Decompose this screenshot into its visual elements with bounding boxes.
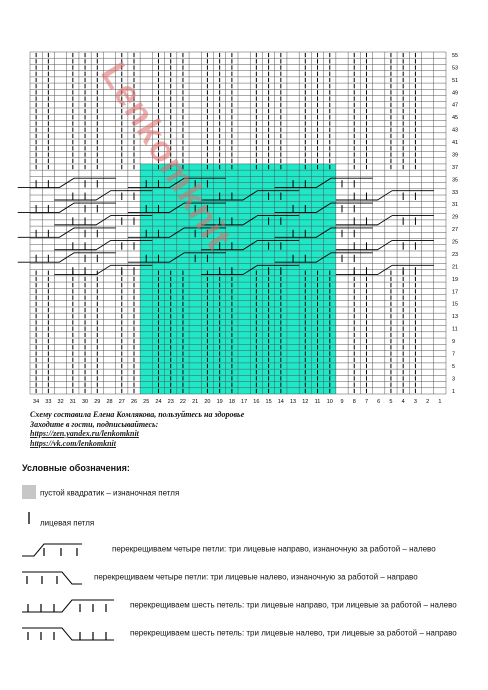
legend-text: лицевая петля	[40, 518, 95, 528]
cross-6-left-icon	[22, 622, 122, 644]
legend-text: перекрещиваем шесть петель: три лицевые направо, три лицевые за работой – налево	[130, 600, 457, 610]
column-label: 33	[45, 399, 52, 405]
row-label: 55	[452, 52, 459, 59]
column-label: 1	[438, 399, 442, 405]
column-label: 23	[167, 399, 174, 405]
legend-item-cross4-left	[22, 566, 462, 588]
row-label: 31	[452, 202, 459, 209]
row-label: 33	[452, 189, 459, 196]
column-label: 8	[352, 399, 356, 405]
legend-item-knit	[22, 509, 462, 531]
column-label: 9	[340, 399, 344, 405]
column-label: 16	[253, 399, 260, 405]
column-label: 25	[143, 399, 150, 405]
column-label: 13	[289, 399, 297, 405]
cross-6-right-icon	[22, 594, 122, 616]
column-label: 31	[69, 399, 76, 405]
cross-4-right-icon	[22, 538, 102, 560]
legend-item-cross6-left	[22, 622, 462, 644]
knit-stitch-icon	[22, 509, 42, 531]
column-label: 3	[413, 399, 417, 405]
column-label: 6	[377, 399, 381, 405]
legend-title: Условные обозначения:	[22, 463, 130, 473]
column-label: 27	[118, 399, 125, 405]
column-label: 20	[204, 399, 211, 405]
row-label: 41	[452, 140, 459, 147]
row-label: 49	[452, 90, 459, 97]
legend-text: перекрещиваем четыре петли: три лицевые налево, изнаночную за работой – направо	[94, 572, 418, 582]
row-label: 51	[452, 77, 459, 84]
column-label: 18	[228, 399, 235, 405]
column-label: 11	[314, 399, 321, 405]
row-label: 29	[452, 214, 459, 221]
row-label: 21	[452, 264, 459, 271]
credits-link-zen[interactable]: https://zen.yandex.ru/lenkomknit	[30, 429, 139, 438]
column-label: 4	[401, 399, 405, 405]
cross-4-left-icon	[22, 566, 102, 588]
legend-text: перекрещиваем шесть петель: три лицевые налево, три лицевые за работой – направо	[130, 628, 457, 638]
credits-block	[30, 410, 460, 448]
column-label: 17	[241, 399, 248, 405]
row-label: 5	[452, 363, 456, 370]
row-label: 9	[452, 339, 456, 346]
column-label: 14	[277, 399, 284, 405]
column-label: 2	[426, 399, 430, 405]
credits-link-vk[interactable]: https://vk.com/lenkomknit	[30, 438, 117, 448]
column-label: 19	[216, 399, 223, 405]
legend-item-cross6-right	[22, 594, 462, 616]
row-label: 37	[452, 164, 459, 171]
legend-text: перекрещиваем четыре петли: три лицевые направо, изнаночную за работой – налево	[112, 544, 436, 554]
column-label: 15	[265, 399, 272, 405]
column-label: 12	[302, 399, 309, 405]
row-label: 43	[452, 127, 459, 134]
row-label: 23	[452, 251, 459, 258]
row-label: 3	[452, 376, 456, 383]
row-label: 17	[452, 289, 459, 296]
column-label: 34	[33, 399, 40, 405]
column-label: 26	[130, 399, 138, 405]
row-label: 1	[452, 388, 456, 395]
watermark-text: Lenkomknit	[93, 55, 241, 257]
column-label: 28	[106, 399, 113, 405]
credits-author: Схему составила Елена Комлякова, пользуйтесь на здоровье	[30, 410, 245, 419]
row-label: 11	[452, 326, 458, 333]
row-label: 35	[452, 177, 459, 184]
row-label: 19	[452, 276, 459, 283]
column-label: 30	[81, 399, 89, 405]
column-label: 32	[57, 399, 64, 405]
column-label: 7	[364, 399, 369, 405]
legend-text: пустой квадратик – изнаночная петля	[40, 488, 180, 498]
legend-item-cross4-right	[22, 538, 462, 560]
row-label: 25	[452, 239, 459, 246]
purl-square-icon	[22, 485, 36, 499]
column-label: 10	[326, 399, 333, 405]
column-label: 21	[192, 399, 199, 405]
row-label: 27	[452, 227, 459, 234]
row-label: 7	[452, 351, 456, 358]
row-label: 15	[452, 301, 459, 308]
row-label: 53	[452, 65, 459, 72]
credits-invite: Заходите в гости, подписывайтесь:	[30, 419, 159, 429]
column-label: 5	[389, 399, 393, 405]
row-label: 45	[452, 115, 459, 122]
row-label: 13	[452, 314, 459, 321]
row-label: 47	[452, 102, 459, 109]
row-label: 39	[452, 152, 459, 159]
column-label: 29	[94, 399, 101, 405]
column-label: 24	[155, 399, 162, 405]
legend-item-purl	[22, 482, 462, 504]
column-label: 22	[179, 399, 187, 405]
